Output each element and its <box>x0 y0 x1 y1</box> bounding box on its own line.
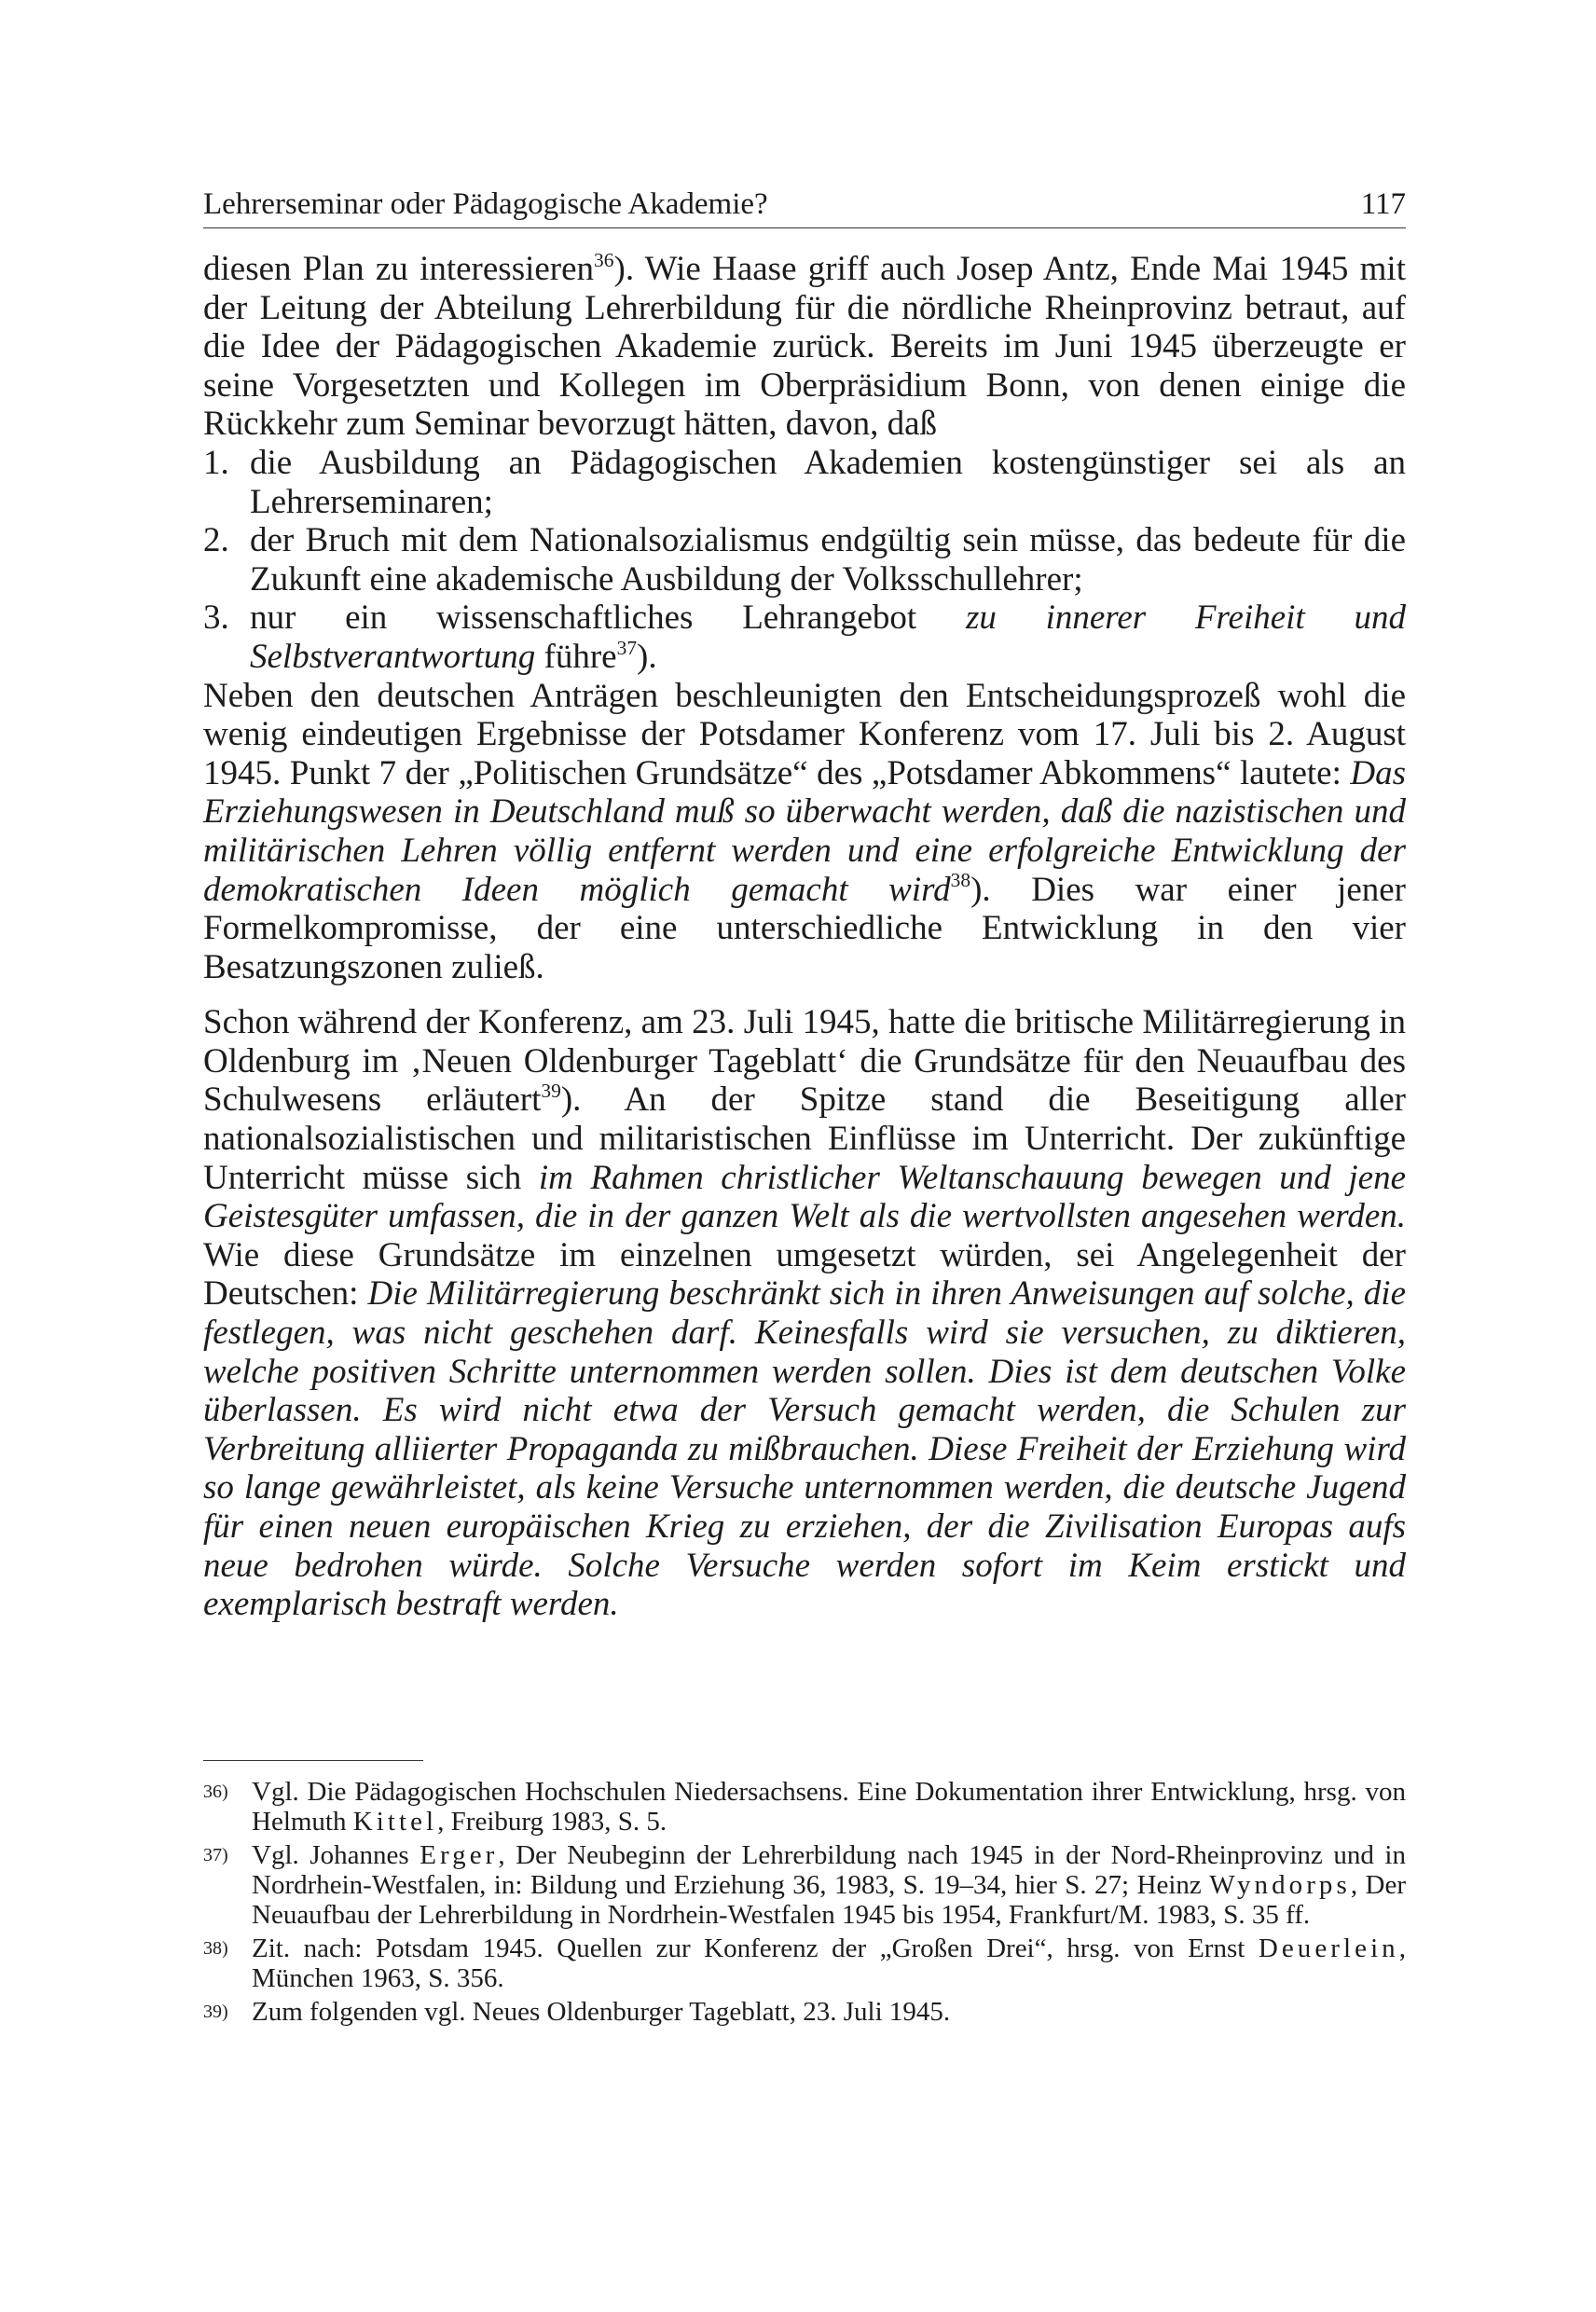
spaced-name: Kittel <box>352 1807 438 1837</box>
spaced-name: Erger <box>420 1840 499 1870</box>
spaced-name: Deuerlein <box>1258 1934 1399 1963</box>
running-title: Lehrerseminar oder Pädagogische Akademie? <box>203 187 768 221</box>
italic-quote: Die Militärregierung beschränkt sich in ihren Anweisungen auf solche, die festlegen, was nicht geschehen darf. Keinesfalls wird sie versuchen, zu diktieren, welche positiven Schritte unternommen werden sollen. Dies ist dem deutschen Volke überlassen. Es wird nicht etwa der Versuch gemacht werden, die Schulen zur Verbreitung alliierter Propaganda zu mißbrauchen. Diese Freiheit der Erziehung wird so lange gewährleistet, als keine Versuche unternommen werden, die deutsche Jugend für einen neuen europäischen Krieg zu erziehen, der die Zivilisation Europas aufs neue bedrohen würde. Solche Versuche werden sofort im Keim erstickt und exemplarisch bestraft werden. <box>203 1274 1407 1624</box>
footnote-37: 37) Vgl. Johannes Erger, Der Neubeginn der Lehrerbildung nach 1945 in der Nord-Rheinprovinz und in Nordrhein-Westfalen, in: Bildung und Erziehung 36, 1983, S. 19–34, hier S. 27; Heinz Wyndorps, Der Neuaufbau der Lehrerbildung in Nordrhein-Westfalen 1945 bis 1954, Frankfurt/M. 1983, S. 35 ff. <box>203 1840 1406 1930</box>
page-number: 117 <box>1360 187 1406 221</box>
list-number: 3. <box>203 599 229 638</box>
footnote-ref-38[interactable]: 38 <box>950 869 971 892</box>
paragraph-1: diesen Plan zu interessieren$^{36}$). Wie Haase griff auch Josep Antz, Ende Mai 1945 mit der Leitung der Abteilung Lehrerbildung für die nördliche Rheinprovinz betraut, auf die Idee der Pädagogischen Akademie zurück. Bereits im Juni 1945 überzeugte er seine Vorgesetzten und Kollegen im Oberpräsidium Bonn, von denen einige die Rückkehr zum Seminar bevorzugt hätten, davon, daß <box>203 248 1406 444</box>
footnote-36: 36) Vgl. Die Pädagogischen Hochschulen Niedersachsens. Eine Dokumentation ihrer Entwicklung, hrsg. von Helmuth Kittel, Freiburg 1983, S. 5. <box>203 1777 1406 1837</box>
footnote-rule <box>203 1760 423 1761</box>
header-rule <box>203 227 1406 228</box>
numbered-list <box>203 444 1406 677</box>
footnote-ref-36[interactable]: 36 <box>594 248 614 271</box>
list-item: 3. nur ein wissenschaftliches Lehrangebot zu innerer Freiheit und Selbstverantwortung führe$^{37}$). <box>203 599 1406 676</box>
list-number: 2. <box>203 521 229 560</box>
italic-quote: Das Erziehungswesen in Deutschland muß so überwacht werden, daß die nazistischen und militärischen Lehren völlig entfernt werden und eine erfolgreiche Entwicklung der demokratischen Ideen möglich gemacht wird <box>203 753 1406 909</box>
spaced-name: Wyndorps <box>1209 1870 1351 1900</box>
paragraph-2: Neben den deutschen Anträgen beschleunigten den Entscheidungsprozeß wohl die wenig eindeutigen Ergebnisse der Potsdamer Konferenz vom 17. Juli bis 2. August 1945. Punkt 7 der „Politischen Grundsätze“ des „Potsdamer Abkommens“ lautete: Das Erziehungswesen in Deutschland muß so überwacht werden, daß die nazistischen und militärischen Lehren völlig entfernt werden und eine erfolgreiche Entwicklung der demokratischen Ideen möglich gemacht wird$^{38}$). Dies war einer jener Formelkompromisse, der eine unterschiedliche Entwicklung in den vier Besatzungszonen zuließ. <box>203 676 1407 986</box>
italic-quote: zu innerer Freiheit und Selbstverantwortung <box>250 599 1406 676</box>
footnote-38: 38) Zit. nach: Potsdam 1945. Quellen zur Konferenz der „Großen Drei“, hrsg. von Ernst Deuerlein, München 1963, S. 356. <box>203 1934 1406 1993</box>
list-item: 2. der Bruch mit dem Nationalsozialismus endgültig sein müsse, das bedeute für die Zukunft eine akademische Ausbildung der Volksschullehrer; <box>203 521 1406 599</box>
list-item: 1. die Ausbildung an Pädagogischen Akademien kostengünstiger sei als an Lehrerseminaren; <box>203 443 1406 521</box>
footnotes <box>203 1777 1406 2030</box>
italic-quote: im Rahmen christlicher Weltanschauung bewegen und jene Geistesgüter umfassen, die in der ganzen Welt als die wertvollsten angesehen werden. <box>203 1158 1406 1236</box>
footnote-mark: 39) <box>203 2002 228 2022</box>
paragraph-3: Schon während der Konferenz, am 23. Juli 1945, hatte die britische Militärregierung in Oldenburg im ‚Neuen Oldenburger Tageblatt‘ die Grundsätze für den Neuaufbau des Schulwesens erläutert$^{39}$). An der Spitze stand die Beseitigung aller nationalsozialistischen und militaristischen Einflüsse im Unterricht. Der zukünftige Unterricht müsse sich im Rahmen christlicher Weltanschauung bewegen und jene Geistesgüter umfassen, die in der ganzen Welt als die wertvollsten angesehen werden. Wie diese Grundsätze im einzelnen umgesetzt würden, sei Angelegenheit der Deutschen: Die Militärregierung beschränkt sich in ihren Anweisungen auf solche, die festlegen, was nicht geschehen darf. Keinesfalls wird sie versuchen, zu diktieren, welche positiven Schritte unternommen werden sollen. Dies ist dem deutschen Volke überlassen. Es wird nicht etwa der Versuch gemacht werden, die Schulen zur Verbreitung alliierter Propaganda zu mißbrauchen. Diese Freiheit der Erziehung wird so lange gewährleistet, als keine Versuche unternommen werden, die deutsche Jugend für einen neuen europäischen Krieg zu erziehen, der die Zivilisation Europas aufs neue bedrohen würde. Solche Versuche werden sofort im Keim erstickt und exemplarisch bestraft werden. <box>203 1003 1407 1624</box>
footnote-mark: 38) <box>203 1938 228 1959</box>
footnote-39: 39) Zum folgenden vgl. Neues Oldenburger Tageblatt, 23. Juli 1945. <box>203 1997 951 2027</box>
list-number: 1. <box>203 443 229 482</box>
footnote-mark: 37) <box>203 1845 228 1865</box>
footnote-mark: 36) <box>203 1782 228 1802</box>
main-text <box>203 250 1406 1624</box>
footnote-ref-39[interactable]: 39 <box>541 1080 561 1103</box>
book-page <box>203 0 1406 2312</box>
running-header <box>203 166 1406 222</box>
footnote-ref-37[interactable]: 37 <box>616 636 638 659</box>
